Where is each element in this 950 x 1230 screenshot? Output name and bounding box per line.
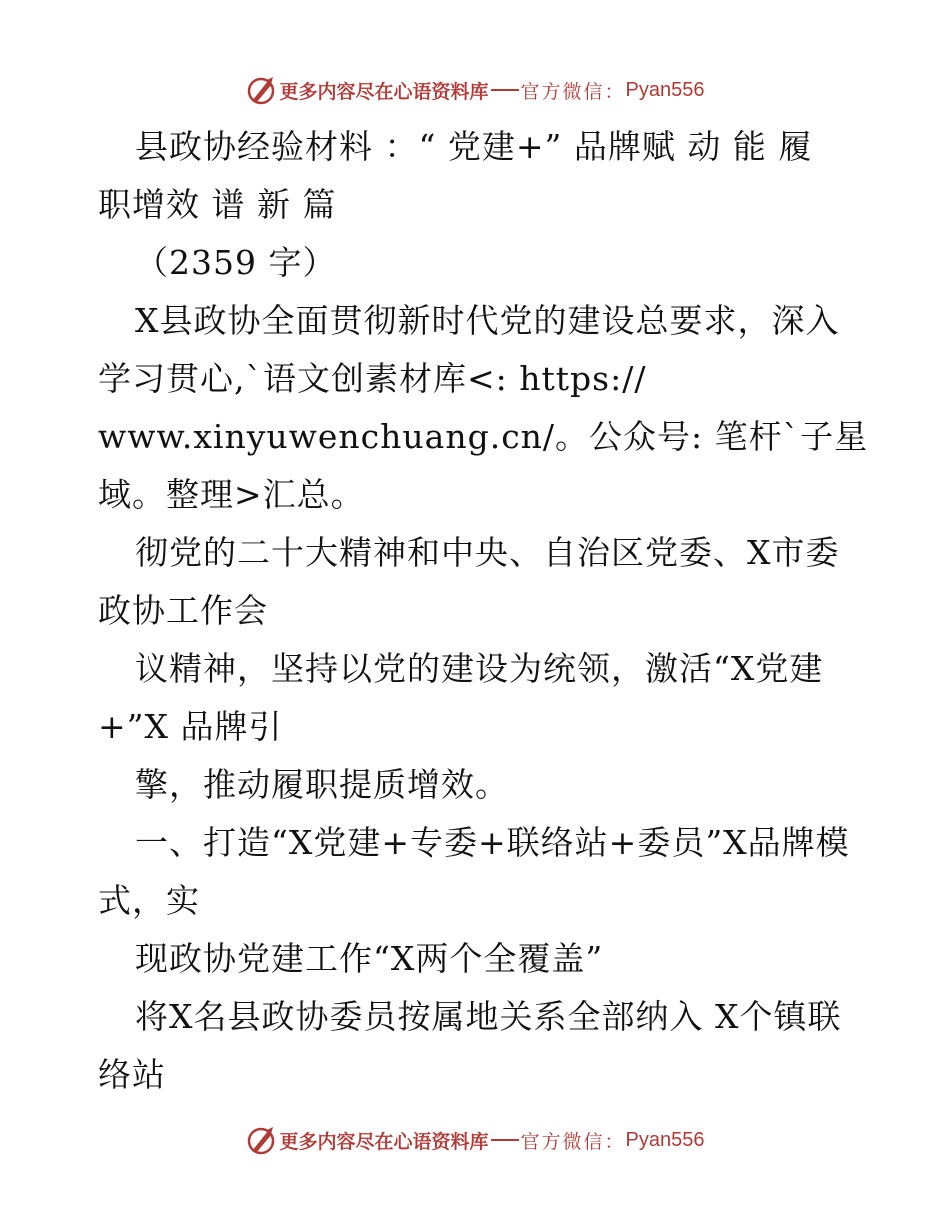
paragraph-line: X县政协全面贯彻新时代党的建设总要求，深入	[135, 301, 840, 340]
paragraph-line: 议精神，坚持以党的建设为统领，激活“X党建	[135, 649, 824, 688]
paragraph-line: 现政协党建工作“X两个全覆盖”	[135, 939, 604, 978]
paragraph-line: 擎，推动履职提质增效。	[135, 765, 509, 804]
paragraph-line: +”X 品牌引	[98, 707, 283, 746]
document-title: 县政协经验材料 ：“ 党建+” 品牌赋 动 能 履	[135, 127, 813, 166]
paragraph-line: 政协工作会	[98, 591, 268, 630]
paragraph-line: 将X名县政协委员按属地关系全部纳入 X个镇联	[135, 997, 842, 1036]
watermark-brand: 更多内容尽在心语资料库	[279, 1130, 489, 1153]
paragraph-line: 学习贯心,`语文创素材库<: https://	[98, 359, 647, 398]
watermark-official-label: 官方微信：	[520, 80, 626, 103]
paragraph-line: www.xinyuwenchuang.cn/。公众号: 笔杆`子星	[98, 417, 869, 456]
feather-pen-logo-icon	[246, 1125, 276, 1155]
paragraph-line: 彻党的二十大精神和中央、自治区党委、X市委	[135, 533, 840, 572]
watermark-wechat-id: Pyan556	[625, 1128, 705, 1151]
watermark-brand: 更多内容尽在心语资料库	[279, 80, 489, 103]
paragraph-line: 域。整理>汇总。	[98, 475, 365, 514]
section-heading-cont: 式，实	[98, 881, 200, 920]
word-count: （2359 字）	[135, 243, 337, 282]
feather-pen-logo-icon	[246, 75, 276, 105]
watermark-dash	[491, 89, 519, 91]
section-heading: 一、打造“X党建+专委+联络站+委员”X品牌模	[135, 823, 850, 862]
watermark-dash	[491, 1139, 519, 1141]
document-title-cont: 职增效 谱 新 篇	[98, 185, 337, 224]
watermark-wechat-id: Pyan556	[625, 78, 705, 101]
watermark-official-label: 官方微信：	[520, 1130, 626, 1153]
header-watermark	[0, 70, 950, 110]
footer-watermark	[0, 1120, 950, 1160]
document-body	[98, 118, 878, 1104]
paragraph-line: 络站	[98, 1055, 166, 1094]
